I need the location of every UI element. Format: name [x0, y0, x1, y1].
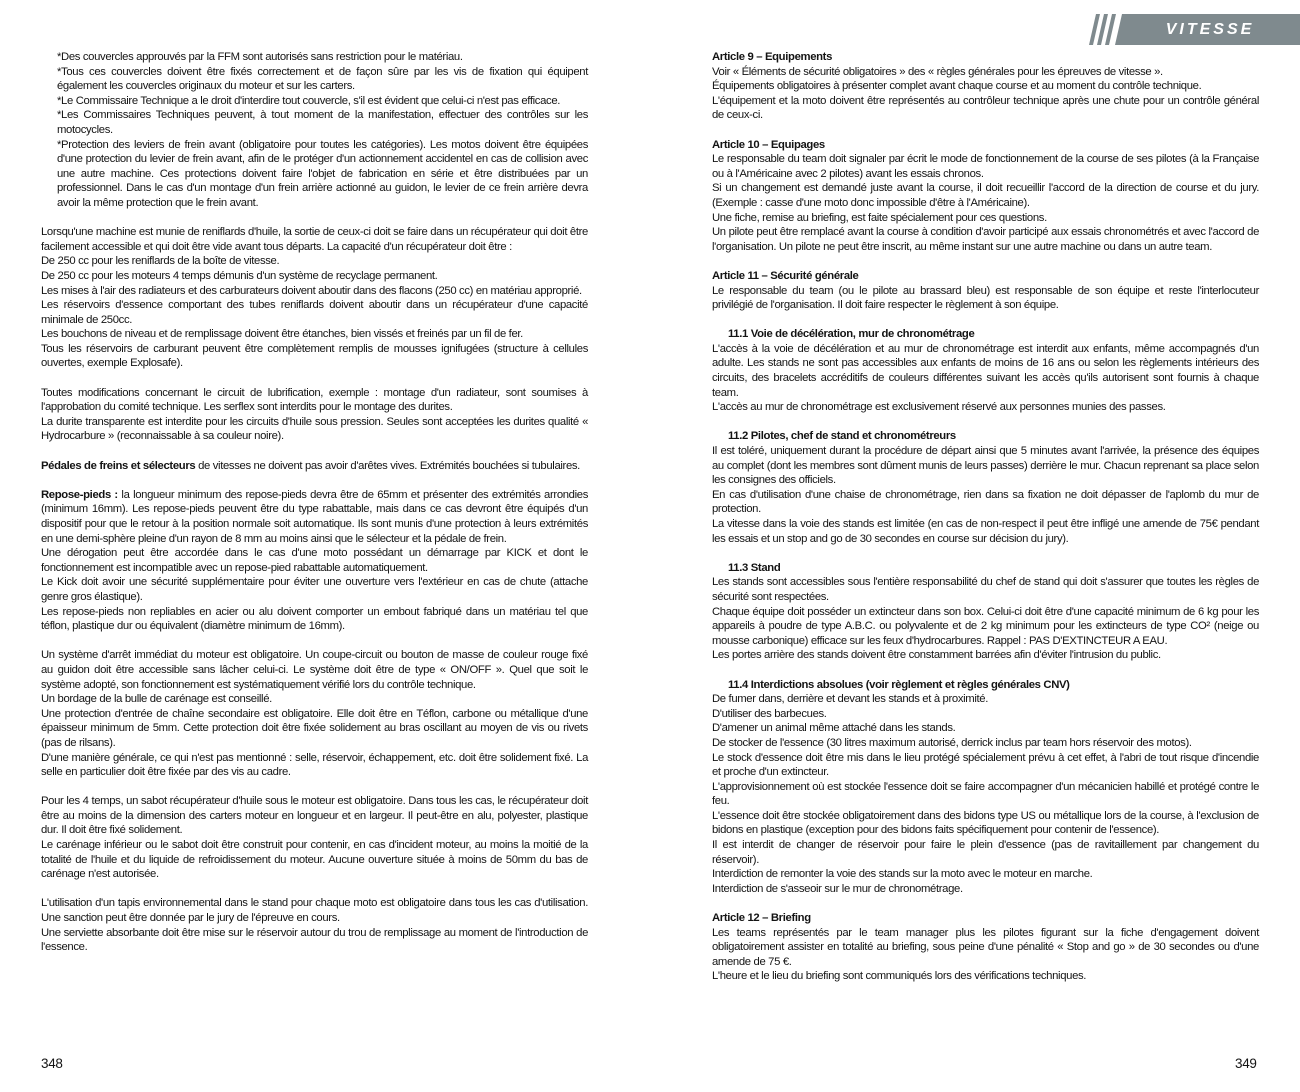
section-title: 11.4 Interdictions absolues (voir règlement et règles générales CNV)	[728, 678, 1070, 691]
paragraph: Le carénage inférieur ou le sabot doit être construit pour contenir, en cas d'incident moteur, au moins la moitié de la totalité de l'huile et du liquide de refroidissement du moteur. Aucune ouverture située à moins de 50mm du bas de carénage n'est autorisée.	[41, 839, 588, 881]
paragraph: Les stands sont accessibles sous l'entière responsabilité du chef de stand qui doit s'assurer que toutes les règles de sécurité sont respectées.	[712, 576, 1259, 603]
paragraph: Voir « Éléments de sécurité obligatoires » des « règles générales pour les épreuves de vitesse ».	[712, 65, 1163, 78]
paragraph: L'utilisation d'un tapis environnemental dans le stand pour chaque moto est obligatoire dans tous les cas d'utilisation. Une sanction peut être donnée par le jury de l'épreuve en cours.	[41, 897, 588, 925]
paragraph: Si un changement est demandé juste avant la course, il doit recueillir l'accord de la direction de course et du jury. (Exemple : casse d'une moto donc impossible d'être à l'Américaine).	[712, 182, 1259, 209]
paragraph: Les repose-pieds non repliables en acier ou alu doivent comporter un embout fabriqué dans un matériau tel que téflon, plastique dur ou équivalent (diamètre minimum de 16mm).	[41, 605, 588, 633]
list-item: Le stock d'essence doit être mis dans le lieu protégé spécialement prévu à cet effet, à l'abri de tout risque d'incendie et proche d'un extincteur.	[712, 751, 1259, 779]
paragraph: L'heure et le lieu du briefing sont communiqués lors des vérifications techniques.	[712, 970, 1087, 983]
paragraph: *Le Commissaire Technique a le droit d'interdire tout couvercle, s'il est évident que celui-ci n'est pas efficace.	[57, 94, 561, 107]
paragraph: En cas d'utilisation d'une chaise de chronométrage, rien dans sa fixation ne doit dépasser de l'aplomb du mur de protection.	[712, 488, 1259, 516]
paragraph: Chaque équipe doit posséder un extincteur dans son box. Celui-ci doit être d'une capacité minimum de 6 kg pour les appareils à poudre de type A.B.C. ou polyvalente et de 2 kg minimum pour les extincteurs de type CO² (neige ou mousse carbonique) efficace sur les feux d'hydrocarbures. Rappel : PAS D'EXTINCTEUR A EAU.	[712, 605, 1259, 647]
paragraph: Les bouchons de niveau et de remplissage doivent être étanches, bien vissés et freinés par un fil de fer.	[41, 328, 523, 341]
paragraph: La vitesse dans la voie des stands est limitée (en cas de non-respect il peut être infligé une amende de 75€ pendant les essais et un stop and go de 30 secondes en course sur décision du jury).	[712, 518, 1259, 545]
paragraph: D'une manière générale, ce qui n'est pas mentionné : selle, réservoir, échappement, etc. doit être solidement fixé. La selle en particulier doit être fixée par des vis au cadre.	[41, 751, 588, 779]
section-title: 11.1 Voie de décélération, mur de chronométrage	[728, 328, 975, 341]
paragraph: Le responsable du team (ou le pilote au brassard bleu) est responsable de son équipe et reste l'interlocuteur privilégié de l'organisation. Il doit faire respecter le règlement à son équipe.	[712, 284, 1259, 312]
section-title: VITESSE	[1165, 21, 1255, 38]
list-item: Il est interdit de changer de réservoir pour faire le plein d'essence (pas de ravitaillement par changement du réservoir).	[712, 839, 1259, 866]
bold-lead: Pédales de freins et sélecteurs	[41, 459, 196, 472]
paragraph: Tous les réservoirs de carburant peuvent être complètement remplis de mousses ignifugées (structure à cellules ouvertes, exemple Explosafe).	[41, 342, 588, 370]
list-item: De stocker de l'essence (30 litres maximum autorisé, derrick inclus par team hors réservoir des motos).	[712, 736, 1192, 749]
paragraph: Le Kick doit avoir une sécurité supplémentaire pour éviter une ouverture vers l'extérieur en cas de chute (attache genre gros élastique).	[41, 576, 588, 603]
article-title: Article 11 – Sécurité générale	[712, 269, 859, 282]
paragraph: De 250 cc pour les reniflards de la boîte de vitesse.	[41, 255, 280, 268]
left-column	[41, 50, 588, 955]
list-item: Interdiction de s'asseoir sur le mur de chronométrage.	[712, 882, 963, 895]
list-item: D'amener un animal même attaché dans les stands.	[712, 722, 956, 735]
right-page	[650, 0, 1300, 1092]
page-number: 348	[41, 1056, 63, 1071]
paragraph: Pour les 4 temps, un sabot récupérateur d'huile sous le moteur est obligatoire. Dans tous les cas, le récupérateur doit être au moins de la dimension des carters moteur en longueur et en largeur. Il peut-être en alu, polyester, plastique dur. Il doit être fixé solidement.	[41, 795, 588, 837]
paragraph: Une fiche, remise au briefing, est faite spécialement pour ces questions.	[712, 211, 1047, 224]
paragraph: *Tous ces couvercles doivent être fixés correctement et de façon sûre par les vis de fixation qui équipent également les couvercles originaux du moteur et sur les carters.	[57, 65, 588, 93]
article-title: Article 12 – Briefing	[712, 912, 811, 925]
list-item: L'approvisionnement où est stockée l'essence doit se faire accompagner d'un mécanicien habillé et protégé contre le feu.	[712, 780, 1259, 808]
paragraph	[41, 488, 588, 546]
paragraph: Toutes modifications concernant le circuit de lubrification, exemple : montage d'un radiateur, sont soumises à l'approbation du comité technique. Les serflex sont interdits pour le montage des durites.	[41, 386, 588, 414]
article-title: Article 9 – Equipements	[712, 51, 833, 63]
paragraph: Équipements obligatoires à présenter complet avant chaque course et au moment du contrôle technique.	[712, 80, 1202, 93]
section-title: 11.3 Stand	[728, 561, 781, 574]
paragraph: L'accès au mur de chronométrage est exclusivement réservé aux personnes munies des passes.	[712, 401, 1166, 414]
paragraph: *Protection des leviers de frein avant (obligatoire pour toutes les catégories). Les motos doivent être équipées d'une protection du levier de frein avant, afin de le protéger d'un actionnement accidentel en cas de collision avec une autre machine. Ces protections doivent faire l'objet de fabrication en série et être distribuées par un professionnel. Dans le cas d'un montage d'un frein arrière actionné au guidon, le levier de ce frein arrière devra avoir la même protection que le frein avant.	[57, 138, 588, 209]
paragraph: Une serviette absorbante doit être mise sur le réservoir autour du trou de remplissage au moment de l'introduction de l'essence.	[41, 926, 588, 954]
paragraph: Il est toléré, uniquement durant la procédure de départ ainsi que 5 minutes avant l'arrivée, la présence des équipes au complet (dont les membres sont dûment munis de leurs passes) derrière le mur. Chacun reprenant sa place selon les consignes des officiels.	[712, 445, 1259, 487]
paragraph: *Les Commissaires Techniques peuvent, à tout moment de la manifestation, effectuer des contrôles sur les motocycles.	[57, 109, 588, 136]
list-item: Interdiction de remonter la voie des stands sur la moto avec le moteur en marche.	[712, 868, 1093, 881]
paragraph: De 250 cc pour les moteurs 4 temps démunis d'un système de recyclage permanent.	[41, 269, 438, 282]
paragraph: Un bordage de la bulle de carénage est conseillé.	[41, 693, 272, 706]
list-item: De fumer dans, derrière et devant les stands et à proximité.	[712, 693, 989, 706]
paragraph: Les teams représentés par le team manager plus les pilotes figurant sur la fiche d'engagement doivent obligatoirement assister en totalité au briefing, sous peine d'une pénalité « Stop and go » de 30 secondes ou d'une amende de 75 €.	[712, 926, 1259, 968]
paragraph-text: la longueur minimum des repose-pieds devra être de 65mm et présenter des extrémités arrondies (minimum 16mm). Les repose-pieds peuvent être du type rabattable, mais dans ce cas devront être équipés d'un dispositif pour que le retour à la position normale soit automatique. Ils sont munis d'une protection à leurs extrémités en une demi-sphère pleine d'un rayon de 8 mm au moins ainsi que le sélecteur et la pédale de frein.	[41, 488, 589, 545]
section-banner	[1075, 14, 1300, 45]
list-item: L'essence doit être stockée obligatoirement dans des bidons type US ou métallique lors de la course, à l'exclusion de bidons en plastique (exception pour des bidons faits spécifiquement pour contenir de l'essence).	[712, 809, 1259, 837]
paragraph: Une dérogation peut être accordée dans le cas d'une moto possédant un démarrage par KICK et dont le fonctionnement est incompatible avec un repose-pied rabattable automatiquement.	[41, 547, 588, 574]
paragraph: Un système d'arrêt immédiat du moteur est obligatoire. Un coupe-circuit ou bouton de masse de couleur rouge fixé au guidon doit être accessible sans lâcher celui-ci. Le système doit être de type « ON/OFF ». Quel que soit le système adopté, son fonctionnement est systématiquement vérifié lors du contrôle technique.	[41, 649, 588, 691]
section-title: 11.2 Pilotes, chef de stand et chronométreurs	[728, 430, 956, 443]
right-column	[712, 50, 1259, 984]
paragraph	[41, 459, 588, 474]
paragraph: Les réservoirs d'essence comportant des tubes reniflards doivent aboutir dans un récupérateur d'une capacité minimale de 250cc.	[41, 299, 588, 326]
paragraph: L'accès à la voie de décélération et au mur de chronométrage est interdit aux enfants, même accompagnés d'un adulte. Les stands ne sont pas accessibles aux enfants de moins de 16 ans ou selon les règlements intérieurs des circuits, des bracelets accréditifs de couleurs différentes suivant les accès qu'ils autorisent sont fournis à chaque team.	[712, 342, 1259, 399]
paragraph: Lorsqu'une machine est munie de reniflards d'huile, la sortie de ceux-ci doit se faire dans un récupérateur qui doit être facilement accessible et qui doit être vide avant tous départs. La capacité d'un récupérateur doit être :	[41, 226, 588, 253]
paragraph: La durite transparente est interdite pour les circuits d'huile sous pression. Seules sont acceptées les durites qualité « Hydrocarbure » (reconnaissable à sa couleur noire).	[41, 415, 588, 443]
paragraph: Un pilote peut être remplacé avant la course à condition d'avoir participé aux essais chronométrés et avec l'accord de l'organisation. Un pilote ne peut être inscrit, au même instant sur une autre machine ou dans un autre team.	[712, 226, 1259, 253]
paragraph: L'équipement et la moto doivent être représentés au contrôleur technique après une chute pour un contrôle général de ceux-ci.	[712, 94, 1259, 122]
paragraph: Une protection d'entrée de chaîne secondaire est obligatoire. Elle doit être en Téflon, carbone ou métallique d'une épaisseur minimum de 5mm. Cette protection doit être fixée solidement au bras oscillant au moyen de vis ou rivets (pas de rilsans).	[41, 707, 588, 749]
article-title: Article 10 – Equipages	[712, 138, 825, 151]
paragraph-text: de vitesses ne doivent pas avoir d'arêtes vives. Extrémités bouchées si tubulaires.	[195, 459, 580, 472]
paragraph: Les mises à l'air des radiateurs et des carburateurs doivent aboutir dans des flacons (250 cc) en matériau approprié.	[41, 284, 582, 297]
page-number: 349	[1235, 1056, 1257, 1071]
list-item: D'utiliser des barbecues.	[712, 707, 827, 720]
paragraph: Le responsable du team doit signaler par écrit le mode de fonctionnement de la course de ses pilotes (à la Française ou à l'Américaine avec 2 pilotes) avant les essais chronos.	[712, 153, 1259, 180]
bold-lead: Repose-pieds :	[41, 488, 118, 501]
paragraph: Les portes arrière des stands doivent être constamment barrées afin d'éviter l'intrusion du public.	[712, 649, 1161, 662]
paragraph: *Des couvercles approuvés par la FFM sont autorisés sans restriction pour le matériau.	[57, 51, 463, 63]
